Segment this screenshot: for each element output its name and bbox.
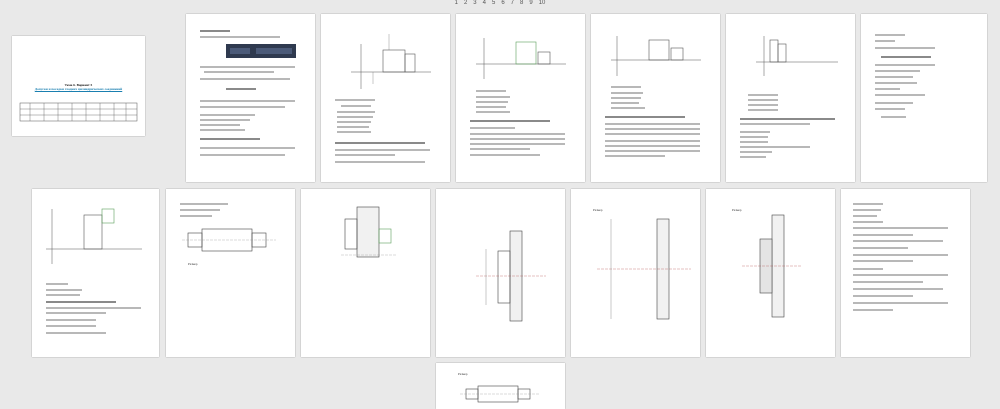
page-thumbnail-15[interactable] xyxy=(436,363,565,409)
toolbar-item[interactable]: 9 xyxy=(529,0,533,6)
toolbar-item[interactable]: 1 xyxy=(454,0,458,6)
page-navigation-toolbar[interactable] xyxy=(380,0,620,8)
toolbar-item[interactable]: 10 xyxy=(538,0,546,6)
toolbar-item[interactable]: 4 xyxy=(482,0,486,6)
cover-table xyxy=(12,36,145,136)
page-thumbnail-6[interactable] xyxy=(726,14,855,182)
page-thumbnail-10[interactable] xyxy=(301,189,430,357)
flange-section-drawing xyxy=(301,189,430,357)
cover-topic: Тема 6. Вариант 5 xyxy=(64,83,93,87)
page-thumbnail-14[interactable] xyxy=(841,189,970,357)
tolerance-field-diagram xyxy=(321,14,450,182)
page-thumbnail-8[interactable] xyxy=(32,189,159,357)
page-thumbnail-12[interactable] xyxy=(571,189,700,357)
page-thumbnail-2[interactable] xyxy=(186,14,315,182)
section-caption: Размер xyxy=(593,208,603,212)
housing-section-drawing xyxy=(436,189,565,357)
section-caption: Размер xyxy=(458,372,468,376)
page-thumbnail-13[interactable] xyxy=(706,189,835,357)
page-thumbnail-9[interactable] xyxy=(166,189,295,357)
toolbar-item[interactable]: 5 xyxy=(491,0,496,6)
toolbar-item[interactable]: 3 xyxy=(473,0,477,6)
cover-subtitle: Допуски и посадки гладких цилиндрических соединений xyxy=(34,87,123,92)
page-thumbnail-4[interactable] xyxy=(456,14,585,182)
shaft-drawing xyxy=(166,189,295,357)
page-thumbnail-1[interactable] xyxy=(12,36,145,136)
toolbar-item[interactable]: 6 xyxy=(501,0,505,6)
hub-section-drawing xyxy=(706,189,835,357)
page-thumbnail-3[interactable] xyxy=(321,14,450,182)
toolbar-item[interactable]: 8 xyxy=(520,0,524,6)
tolerance-field-diagram xyxy=(456,14,585,182)
page-thumbnail-7[interactable] xyxy=(861,14,987,182)
section-caption: Размер xyxy=(732,208,742,212)
page-thumbnail-5[interactable] xyxy=(591,14,720,182)
bushing-section-drawing xyxy=(571,189,700,357)
toolbar-item[interactable]: 2 xyxy=(463,0,468,6)
toolbar-item[interactable]: 7 xyxy=(510,0,515,6)
calculator-screenshot xyxy=(186,14,315,182)
page-thumbnail-11[interactable] xyxy=(436,189,565,357)
section-caption: Размер xyxy=(188,262,198,266)
shaft-drawing xyxy=(436,363,565,409)
